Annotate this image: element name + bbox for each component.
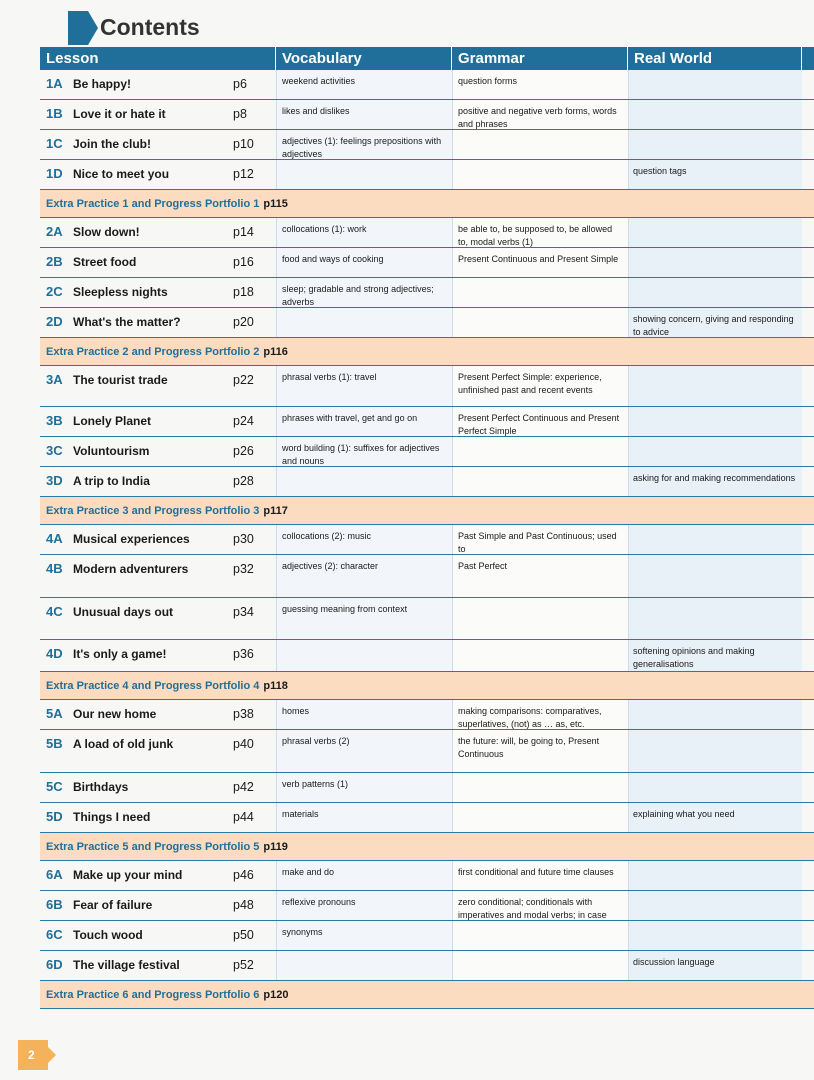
lesson-row bbox=[40, 437, 814, 467]
lesson-number: 5C bbox=[46, 779, 63, 794]
lesson-page: p42 bbox=[233, 780, 254, 794]
lesson-number: 6C bbox=[46, 927, 63, 942]
lesson-number: 4B bbox=[46, 561, 63, 576]
extra-practice-label: Extra Practice 5 and Progress Portfolio 5 bbox=[46, 841, 260, 853]
lesson-grammar: question forms bbox=[452, 70, 628, 99]
lesson-vocabulary: sleep; gradable and strong adjectives; adverbs bbox=[276, 278, 452, 307]
lesson-page: p8 bbox=[233, 107, 247, 121]
lesson-page: p40 bbox=[233, 737, 254, 751]
lesson-row bbox=[40, 308, 814, 338]
lesson-number: 4C bbox=[46, 604, 63, 619]
lesson-title: The village festival bbox=[73, 958, 180, 972]
extra-practice-row bbox=[40, 190, 814, 218]
lesson-page: p44 bbox=[233, 810, 254, 824]
lesson-row bbox=[40, 130, 814, 160]
lesson-grammar bbox=[452, 467, 628, 496]
lesson-title: Sleepless nights bbox=[73, 285, 168, 299]
extra-practice-page: p115 bbox=[263, 198, 288, 210]
lesson-vocabulary: guessing meaning from context bbox=[276, 598, 452, 639]
lesson-title: Make up your mind bbox=[73, 868, 183, 882]
lesson-title: Be happy! bbox=[73, 77, 132, 91]
lesson-grammar: Past Perfect bbox=[452, 555, 628, 597]
lesson-grammar: making comparisons: comparatives, superlatives, (not) as … as, etc. bbox=[452, 700, 628, 729]
lesson-grammar: first conditional and future time clauses bbox=[452, 861, 628, 890]
lesson-vocabulary bbox=[276, 308, 452, 337]
lesson-vocabulary: synonyms bbox=[276, 921, 452, 950]
lesson-vocabulary bbox=[276, 640, 452, 671]
lesson-real-world bbox=[628, 598, 802, 639]
lesson-real-world bbox=[628, 921, 802, 950]
lesson-real-world bbox=[628, 366, 802, 406]
lesson-page: p6 bbox=[233, 77, 247, 91]
extra-practice-label: Extra Practice 6 and Progress Portfolio 6 bbox=[46, 989, 260, 1001]
lesson-title: Voluntourism bbox=[73, 444, 150, 458]
extra-practice-row bbox=[40, 833, 814, 861]
lesson-row bbox=[40, 218, 814, 248]
lesson-page: p30 bbox=[233, 532, 254, 546]
lesson-title: Unusual days out bbox=[73, 605, 174, 619]
lesson-grammar: Present Perfect Continuous and Present Perfect Simple bbox=[452, 407, 628, 436]
lesson-vocabulary: likes and dislikes bbox=[276, 100, 452, 129]
lesson-vocabulary: verb patterns (1) bbox=[276, 773, 452, 802]
lesson-grammar: Present Perfect Simple: experience, unfinished past and recent events bbox=[452, 366, 628, 406]
lesson-page: p52 bbox=[233, 958, 254, 972]
lesson-row bbox=[40, 803, 814, 833]
lesson-real-world: showing concern, giving and responding to advice bbox=[628, 308, 802, 337]
lesson-row bbox=[40, 160, 814, 190]
lesson-vocabulary bbox=[276, 160, 452, 189]
contents-table bbox=[40, 47, 814, 1009]
extra-practice-page: p116 bbox=[263, 346, 288, 358]
lesson-vocabulary: word building (1): suffixes for adjectives and nouns bbox=[276, 437, 452, 466]
lesson-grammar: be able to, be supposed to, be allowed to, modal verbs (1) bbox=[452, 218, 628, 247]
lesson-real-world bbox=[628, 278, 802, 307]
lesson-real-world bbox=[628, 730, 802, 772]
extra-practice-row bbox=[40, 338, 814, 366]
lesson-row bbox=[40, 861, 814, 891]
extra-practice-label: Extra Practice 4 and Progress Portfolio 4 bbox=[46, 680, 260, 692]
extra-practice-row bbox=[40, 981, 814, 1009]
lesson-row bbox=[40, 407, 814, 437]
lesson-number: 5B bbox=[46, 736, 63, 751]
lesson-title: Slow down! bbox=[73, 225, 140, 239]
lesson-page: p18 bbox=[233, 285, 254, 299]
badge-arrow-icon bbox=[48, 1047, 56, 1063]
table-header bbox=[40, 47, 814, 70]
lesson-row bbox=[40, 730, 814, 773]
lesson-vocabulary: weekend activities bbox=[276, 70, 452, 99]
lesson-grammar bbox=[452, 951, 628, 980]
lesson-real-world bbox=[628, 700, 802, 729]
lesson-real-world bbox=[628, 407, 802, 436]
lesson-row bbox=[40, 248, 814, 278]
lesson-vocabulary: homes bbox=[276, 700, 452, 729]
lesson-number: 2A bbox=[46, 224, 63, 239]
lesson-title: A trip to India bbox=[73, 474, 150, 488]
extra-practice-page: p118 bbox=[263, 680, 288, 692]
lesson-number: 2C bbox=[46, 284, 63, 299]
lesson-vocabulary: food and ways of cooking bbox=[276, 248, 452, 277]
lesson-grammar bbox=[452, 640, 628, 671]
lesson-vocabulary: phrases with travel, get and go on bbox=[276, 407, 452, 436]
lesson-vocabulary bbox=[276, 467, 452, 496]
lesson-row bbox=[40, 366, 814, 407]
extra-practice-page: p119 bbox=[263, 841, 288, 853]
table-body bbox=[40, 70, 814, 1009]
lesson-real-world bbox=[628, 555, 802, 597]
lesson-title: It's only a game! bbox=[73, 647, 167, 661]
header-vocabulary: Vocabulary bbox=[276, 47, 452, 70]
lesson-row bbox=[40, 70, 814, 100]
lesson-vocabulary: collocations (1): work bbox=[276, 218, 452, 247]
lesson-title: Love it or hate it bbox=[73, 107, 166, 121]
lesson-vocabulary: adjectives (1): feelings prepositions with adjectives bbox=[276, 130, 452, 159]
lesson-title: Fear of failure bbox=[73, 898, 153, 912]
lesson-row bbox=[40, 598, 814, 640]
lesson-vocabulary: phrasal verbs (1): travel bbox=[276, 366, 452, 406]
lesson-number: 4A bbox=[46, 531, 63, 546]
lesson-number: 2B bbox=[46, 254, 63, 269]
extra-practice-row bbox=[40, 672, 814, 700]
lesson-real-world: discussion language bbox=[628, 951, 802, 980]
lesson-number: 5D bbox=[46, 809, 63, 824]
lesson-page: p34 bbox=[233, 605, 254, 619]
lesson-row bbox=[40, 640, 814, 672]
header-grammar: Grammar bbox=[452, 47, 628, 70]
lesson-row bbox=[40, 951, 814, 981]
lesson-number: 6B bbox=[46, 897, 63, 912]
lesson-number: 2D bbox=[46, 314, 63, 329]
extra-practice-page: p120 bbox=[263, 989, 289, 1001]
lesson-real-world bbox=[628, 70, 802, 99]
lesson-number: 1D bbox=[46, 166, 63, 181]
lesson-title: What's the matter? bbox=[73, 315, 181, 329]
lesson-title: Our new home bbox=[73, 707, 157, 721]
lesson-real-world: asking for and making recommendations bbox=[628, 467, 802, 496]
lesson-row bbox=[40, 891, 814, 921]
lesson-page: p50 bbox=[233, 928, 254, 942]
lesson-row bbox=[40, 467, 814, 497]
lesson-row bbox=[40, 555, 814, 598]
lesson-row bbox=[40, 100, 814, 130]
extra-practice-label: Extra Practice 2 and Progress Portfolio 2 bbox=[46, 346, 260, 358]
lesson-page: p16 bbox=[233, 255, 254, 269]
lesson-row bbox=[40, 700, 814, 730]
lesson-grammar bbox=[452, 921, 628, 950]
lesson-vocabulary: phrasal verbs (2) bbox=[276, 730, 452, 772]
lesson-page: p36 bbox=[233, 647, 254, 661]
lesson-grammar: the future: will, be going to, Present Continuous bbox=[452, 730, 628, 772]
lesson-number: 3B bbox=[46, 413, 63, 428]
lesson-title: Modern adventurers bbox=[73, 562, 189, 576]
lesson-grammar bbox=[452, 308, 628, 337]
page-number: 2 bbox=[28, 1048, 35, 1062]
lesson-title: Things I need bbox=[73, 810, 151, 824]
lesson-page: p32 bbox=[233, 562, 254, 576]
lesson-title: The tourist trade bbox=[73, 373, 168, 387]
extra-practice-label: Extra Practice 3 and Progress Portfolio 3 bbox=[46, 505, 260, 517]
lesson-real-world: explaining what you need bbox=[628, 803, 802, 832]
lesson-vocabulary: make and do bbox=[276, 861, 452, 890]
header-lesson: Lesson bbox=[40, 47, 276, 70]
lesson-title: Touch wood bbox=[73, 928, 143, 942]
lesson-page: p24 bbox=[233, 414, 254, 428]
lesson-row bbox=[40, 525, 814, 555]
lesson-vocabulary: materials bbox=[276, 803, 452, 832]
lesson-number: 3A bbox=[46, 372, 63, 387]
lesson-grammar: Present Continuous and Present Simple bbox=[452, 248, 628, 277]
title-tab-marker bbox=[68, 11, 88, 45]
lesson-title: Join the club! bbox=[73, 137, 151, 151]
lesson-vocabulary bbox=[276, 951, 452, 980]
lesson-title: Lonely Planet bbox=[73, 414, 152, 428]
lesson-grammar bbox=[452, 160, 628, 189]
lesson-row bbox=[40, 921, 814, 951]
lesson-real-world bbox=[628, 437, 802, 466]
lesson-title: Street food bbox=[73, 255, 137, 269]
lesson-number: 6D bbox=[46, 957, 63, 972]
lesson-row bbox=[40, 773, 814, 803]
lesson-real-world bbox=[628, 218, 802, 247]
lesson-number: 3C bbox=[46, 443, 63, 458]
lesson-number: 1C bbox=[46, 136, 63, 151]
lesson-real-world bbox=[628, 130, 802, 159]
lesson-real-world bbox=[628, 861, 802, 890]
lesson-page: p10 bbox=[233, 137, 254, 151]
lesson-grammar bbox=[452, 130, 628, 159]
lesson-grammar: positive and negative verb forms, words and phrases bbox=[452, 100, 628, 129]
lesson-title: Birthdays bbox=[73, 780, 129, 794]
lesson-grammar bbox=[452, 803, 628, 832]
lesson-number: 1B bbox=[46, 106, 63, 121]
page-title: Contents bbox=[100, 14, 200, 40]
extra-practice-label: Extra Practice 1 and Progress Portfolio 1 bbox=[46, 198, 260, 210]
lesson-number: 1A bbox=[46, 76, 63, 91]
lesson-grammar bbox=[452, 278, 628, 307]
lesson-page: p12 bbox=[233, 167, 254, 181]
header-real-world: Real World bbox=[628, 47, 802, 70]
extra-practice-page: p117 bbox=[263, 505, 288, 517]
lesson-grammar bbox=[452, 598, 628, 639]
lesson-real-world bbox=[628, 891, 802, 920]
page-number-badge bbox=[18, 1040, 48, 1070]
lesson-title: A load of old junk bbox=[73, 737, 174, 751]
lesson-real-world: softening opinions and making generalisations bbox=[628, 640, 802, 671]
lesson-grammar: zero conditional; conditionals with imperatives and modal verbs; in case bbox=[452, 891, 628, 920]
lesson-real-world bbox=[628, 248, 802, 277]
lesson-page: p38 bbox=[233, 707, 254, 721]
lesson-page: p28 bbox=[233, 474, 254, 488]
lesson-page: p20 bbox=[233, 315, 254, 329]
lesson-number: 3D bbox=[46, 473, 63, 488]
lesson-real-world bbox=[628, 100, 802, 129]
lesson-grammar bbox=[452, 437, 628, 466]
lesson-title: Musical experiences bbox=[73, 532, 190, 546]
lesson-real-world bbox=[628, 773, 802, 802]
title-arrow-icon bbox=[88, 11, 98, 45]
lesson-vocabulary: reflexive pronouns bbox=[276, 891, 452, 920]
lesson-grammar bbox=[452, 773, 628, 802]
extra-practice-row bbox=[40, 497, 814, 525]
lesson-page: p46 bbox=[233, 868, 254, 882]
lesson-real-world: question tags bbox=[628, 160, 802, 189]
lesson-vocabulary: adjectives (2): character bbox=[276, 555, 452, 597]
lesson-vocabulary: collocations (2): music bbox=[276, 525, 452, 554]
lesson-page: p22 bbox=[233, 373, 254, 387]
lesson-title: Nice to meet you bbox=[73, 167, 170, 181]
lesson-number: 6A bbox=[46, 867, 63, 882]
lesson-number: 5A bbox=[46, 706, 63, 721]
lesson-grammar: Past Simple and Past Continuous; used to bbox=[452, 525, 628, 554]
lesson-page: p26 bbox=[233, 444, 254, 458]
lesson-page: p14 bbox=[233, 225, 254, 239]
lesson-number: 4D bbox=[46, 646, 63, 661]
lesson-real-world bbox=[628, 525, 802, 554]
lesson-row bbox=[40, 278, 814, 308]
lesson-page: p48 bbox=[233, 898, 254, 912]
